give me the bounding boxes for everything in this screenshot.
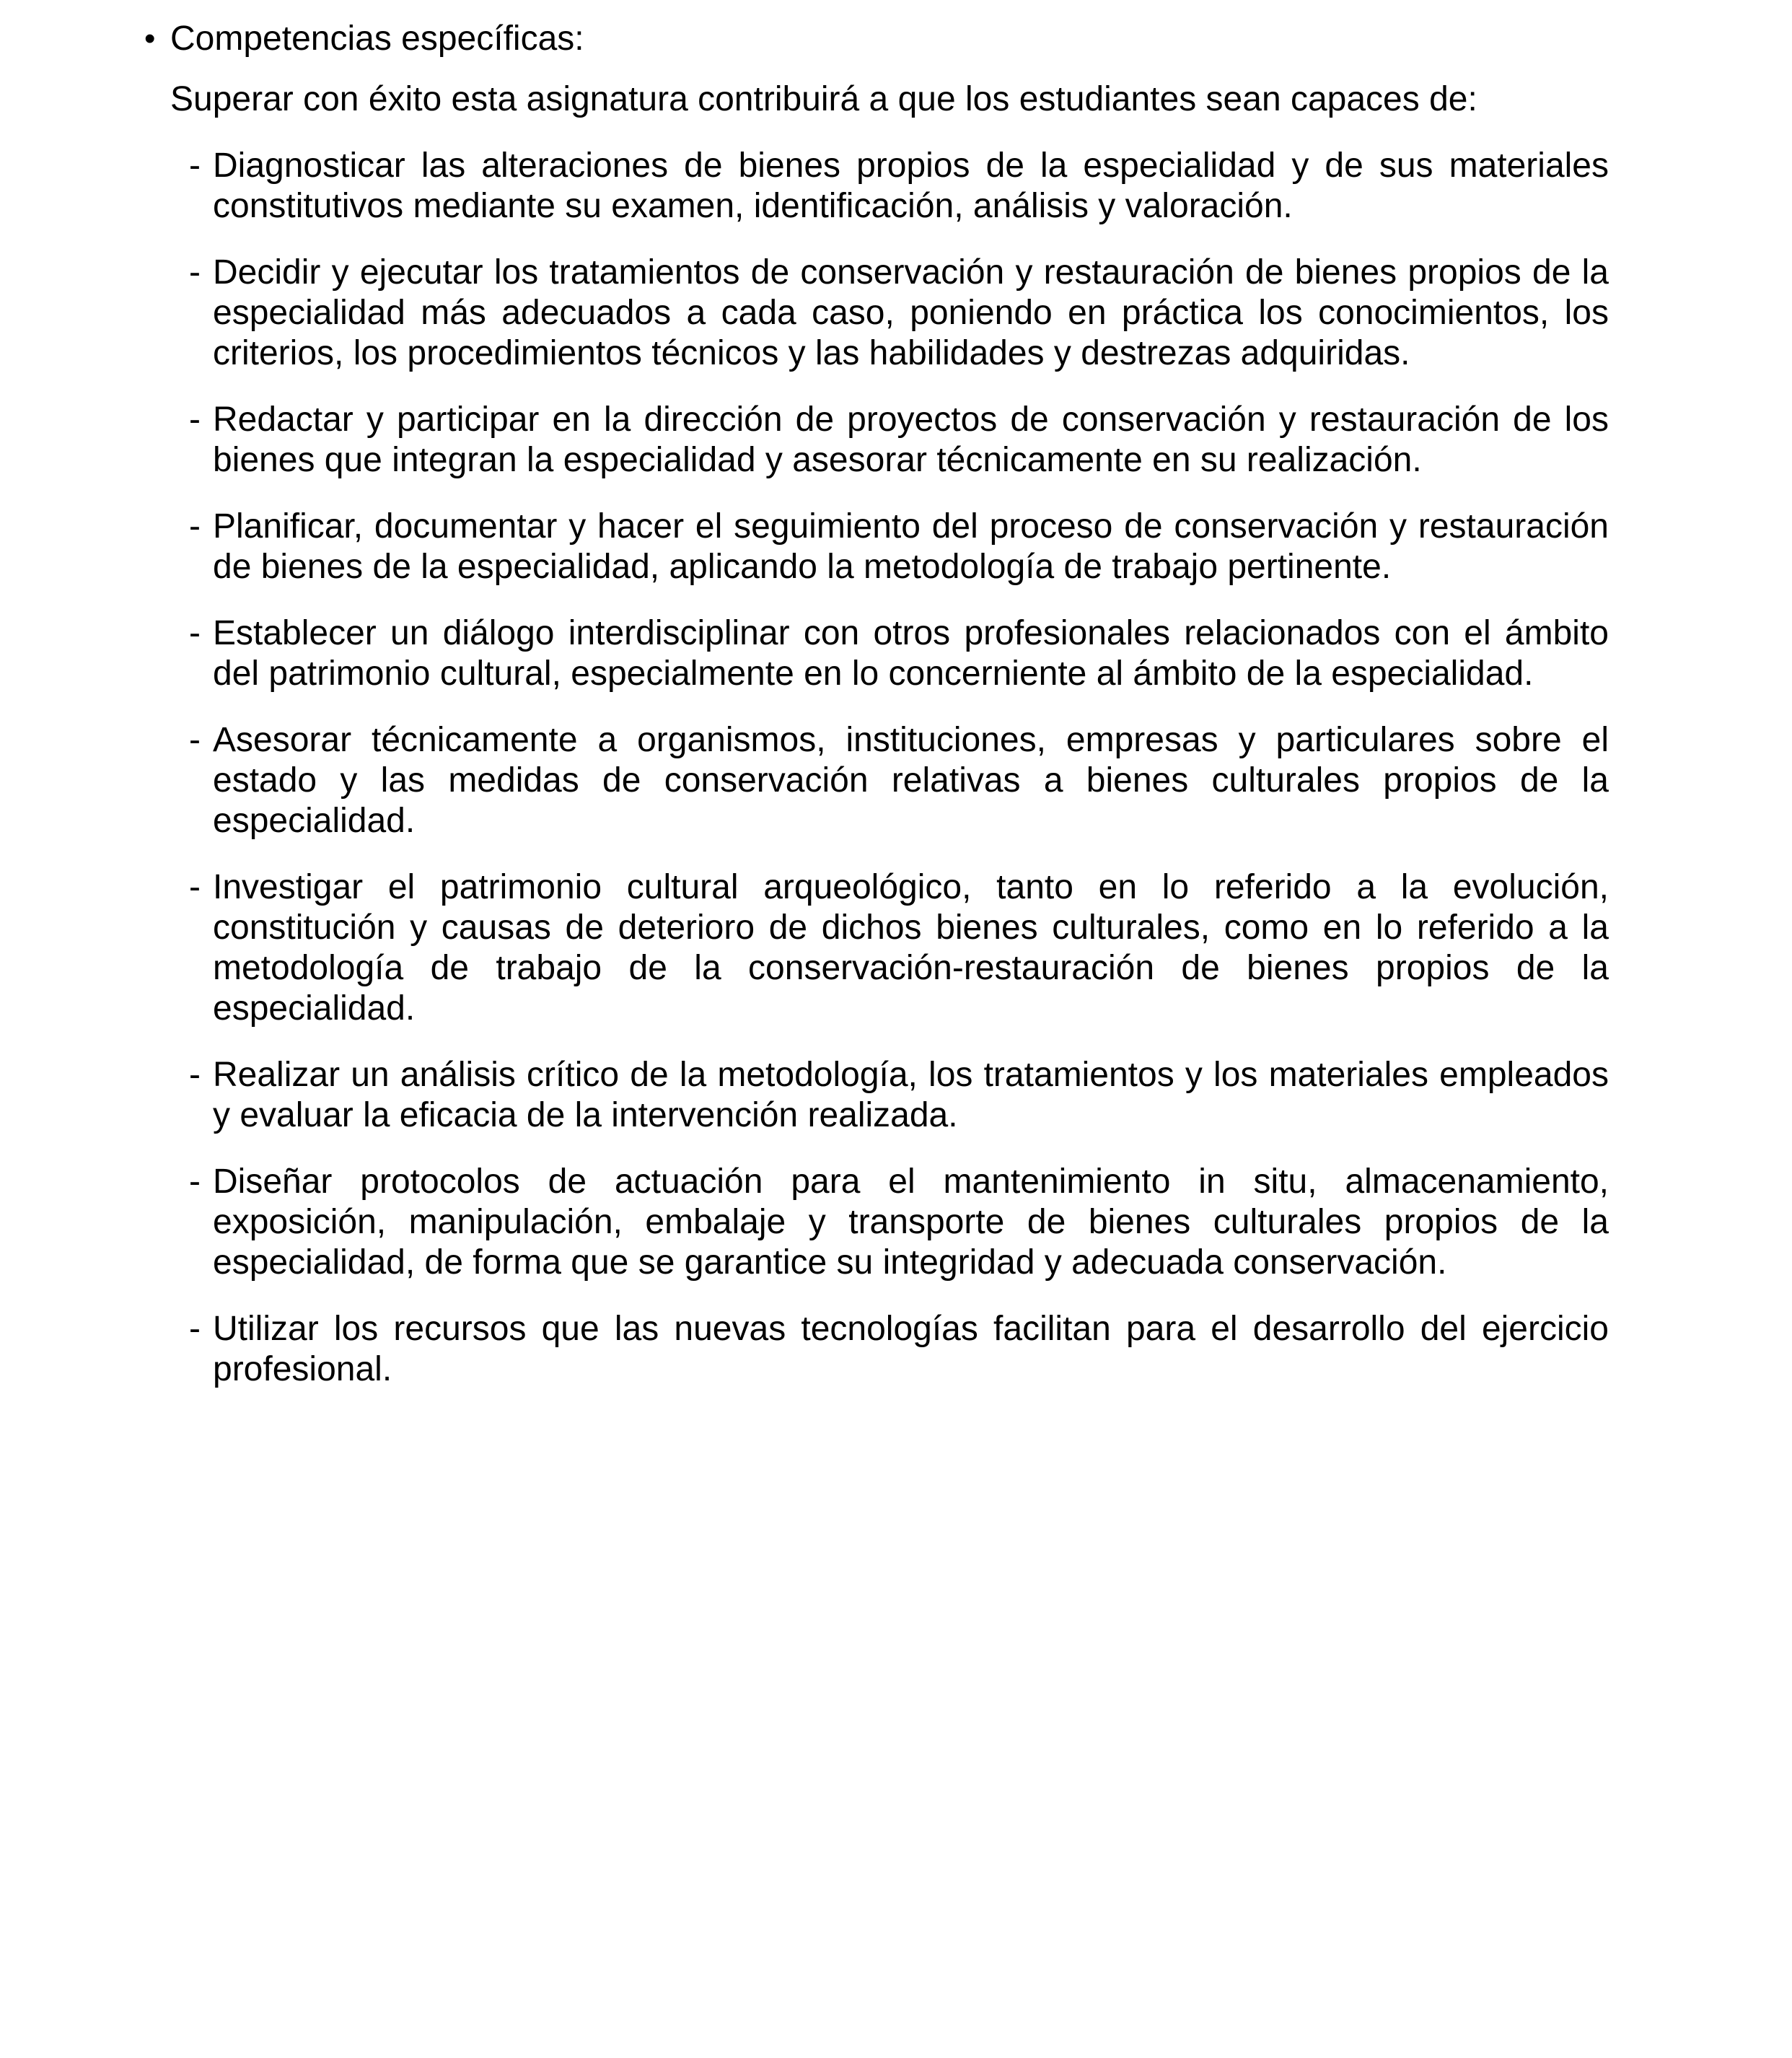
dash-marker: - [189, 507, 201, 546]
intro-paragraph: Superar con éxito esta asignatura contribuirá a que los estudiantes sean capaces de: [170, 80, 1477, 118]
dash-marker: - [189, 1162, 201, 1201]
dash-marker: - [189, 1056, 201, 1094]
dash-marker: - [189, 1310, 201, 1348]
list-item-text: Asesorar técnicamente a organismos, instituciones, empresas y particulares sobre el estado y las medidas de conservación relativas a bienes culturales propios de la especialidad. [213, 721, 1609, 840]
list-item [189, 867, 1609, 1029]
list-item [189, 1162, 1609, 1283]
dash-marker: - [189, 868, 201, 906]
list-item-text: Redactar y participar en la dirección de proyectos de conservación y restauración de los bienes que integran la especialidad y asesorar técnicamente en su realización. [213, 400, 1609, 479]
list-item-text: Investigar el patrimonio cultural arqueológico, tanto en lo referido a la evolución, constitución y causas de deterioro de dichos bienes culturales, como en lo referido a la metodología de trabajo de la conservación-restauración de bienes propios de la especialidad. [213, 868, 1609, 1028]
dash-marker: - [189, 721, 201, 759]
section-heading: Competencias específicas: [170, 19, 584, 58]
list-item-text: Realizar un análisis crítico de la metodología, los tratamientos y los materiales empleados y evaluar la eficacia de la intervención realizada. [213, 1056, 1609, 1134]
list-item [189, 400, 1609, 481]
bullet-heading-row [144, 19, 1609, 59]
list-item [189, 1055, 1609, 1136]
list-item-text: Establecer un diálogo interdisciplinar con otros profesionales relacionados con el ámbito del patrimonio cultural, especialmente en lo concerniente al ámbito de la especialidad. [213, 614, 1609, 693]
list-item-text: Planificar, documentar y hacer el seguimiento del proceso de conservación y restauración de bienes de la especialidad, aplicando la metodología de trabajo pertinente. [213, 507, 1609, 586]
list-item-text: Diseñar protocolos de actuación para el mantenimiento in situ, almacenamiento, exposición, manipulación, embalaje y transporte de bienes culturales propios de la especialidad, de forma que se garantice su integridad y adecuada conservación. [213, 1162, 1609, 1282]
bullet-marker: • [144, 21, 156, 56]
list-item [189, 507, 1609, 587]
dash-marker: - [189, 614, 201, 652]
dash-marker: - [189, 253, 201, 292]
list-item [189, 613, 1609, 694]
list-item [189, 253, 1609, 374]
list-item [189, 146, 1609, 227]
list-item-text: Diagnosticar las alteraciones de bienes propios de la especialidad y de sus materiales constitutivos mediante su examen, identificación, análisis y valoración. [213, 146, 1609, 225]
list-item-text: Decidir y ejecutar los tratamientos de conservación y restauración de bienes propios de la especialidad más adecuados a cada caso, poniendo en práctica los conocimientos, los criterios, los procedimientos técnicos y las habilidades y destrezas adquiridas. [213, 253, 1609, 372]
list-item-text: Utilizar los recursos que las nuevas tecnologías facilitan para el desarrollo del ejercicio profesional. [213, 1310, 1609, 1388]
list-item [189, 720, 1609, 841]
list-item [189, 1309, 1609, 1390]
dash-marker: - [189, 400, 201, 439]
dash-marker: - [189, 146, 201, 185]
